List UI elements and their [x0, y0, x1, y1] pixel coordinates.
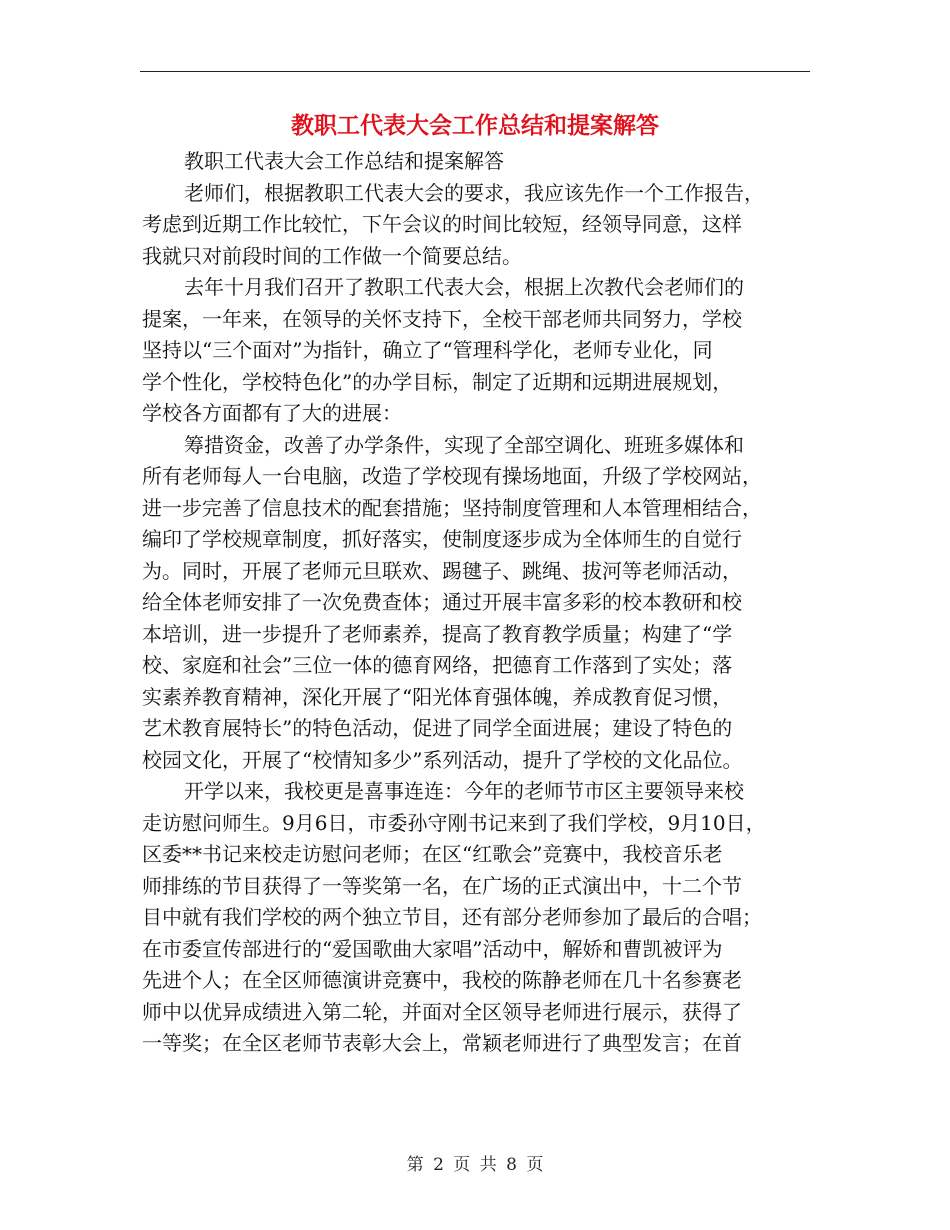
text-line: 开学以来，我校更是喜事连连：今年的老师节市区主要领导来校 — [184, 779, 744, 803]
paragraph — [142, 272, 810, 430]
text-line: 一等奖；在全区老师节表彰大会上，常颖老师进行了典型发言；在首 — [142, 1031, 742, 1055]
text-line: 我就只对前段时间的工作做一个简要总结。 — [142, 243, 522, 268]
text-line: 目中就有我们学校的两个独立节目，还有部分老师参加了最后的合唱； — [142, 905, 762, 929]
text-line: 教职工代表大会工作总结和提案解答 — [184, 149, 504, 173]
text-line: 考虑到近期工作比较忙，下午会议的时间比较短，经领导同意，这样 — [142, 212, 742, 236]
text-line: 编印了学校规章制度，抓好落实，使制度逐步成为全体师生的自觉行 — [142, 527, 742, 551]
text-line: 提案，一年来，在领导的关怀支持下，全校干部老师共同努力，学校 — [142, 306, 742, 331]
text-line: 实素养教育精神，深化开展了“阳光体育强体魄，养成教育促习惯， — [142, 684, 733, 709]
document-body — [142, 146, 810, 1060]
text-line: 走访慰问师生。9月6日，市委孙守刚书记来到了我们学校，9月10日， — [142, 810, 766, 835]
text-line: 坚持以“三个面对”为指针，确立了“管理科学化，老师专业化，同 — [142, 338, 713, 362]
text-line: 学个性化，学校特色化”的办学目标，制定了近期和远期进展规划， — [142, 369, 733, 394]
document-title: 教职工代表大会工作总结和提案解答 — [291, 112, 659, 139]
header-rule — [140, 71, 810, 72]
text-line: 校、家庭和社会”三位一体的德育网络，把德育工作落到了实处；落 — [142, 653, 733, 677]
text-line: 师中以优异成绩进入第二轮，并面对全区领导老师进行展示，获得了 — [142, 999, 742, 1024]
text-line: 给全体老师安排了一次免费查体；通过开展丰富多彩的校本教研和校 — [142, 590, 742, 614]
text-line: 学校各方面都有了大的进展： — [142, 401, 402, 425]
text-line: 老师们，根据教职工代表大会的要求，我应该先作一个工作报告， — [184, 180, 764, 205]
text-line: 在市委宣传部进行的“爱国歌曲大家唱”活动中，解娇和曹凯被评为 — [142, 936, 723, 961]
page-footer: 第 2 页 共 8 页 — [406, 1155, 544, 1175]
text-line: 所有老师每人一台电脑，改造了学校现有操场地面，升级了学校网站， — [142, 464, 762, 488]
text-line: 先进个人；在全区师德演讲竞赛中，我校的陈静老师在几十名参赛老 — [142, 968, 742, 992]
text-line: 艺术教育展特长”的特色活动，促进了同学全面进展；建设了特色的 — [142, 716, 733, 740]
text-line: 本培训，进一步提升了老师素养，提高了教育教学质量；构建了“学 — [142, 621, 733, 646]
paragraph — [142, 178, 810, 273]
paragraph — [142, 430, 810, 777]
paragraph — [142, 146, 810, 178]
text-line: 区委**书记来校走访慰问老师；在区“红歌会”竞赛中，我校音乐老 — [142, 842, 723, 866]
text-line: 师排练的节目获得了一等奖第一名，在广场的正式演出中，十二个节 — [142, 873, 742, 898]
text-line: 校园文化，开展了“校情知多少”系列活动，提升了学校的文化品位。 — [142, 747, 743, 772]
text-line: 去年十月我们召开了教职工代表大会，根据上次教代会老师们的 — [184, 275, 744, 299]
paragraph — [142, 776, 810, 1060]
text-line: 为。同时，开展了老师元旦联欢、踢毽子、跳绳、拔河等老师活动， — [142, 558, 742, 583]
text-line: 进一步完善了信息技术的配套措施；坚持制度管理和人本管理相结合， — [142, 495, 762, 520]
text-line: 筹措资金，改善了办学条件，实现了全部空调化、班班多媒体和 — [184, 432, 744, 457]
